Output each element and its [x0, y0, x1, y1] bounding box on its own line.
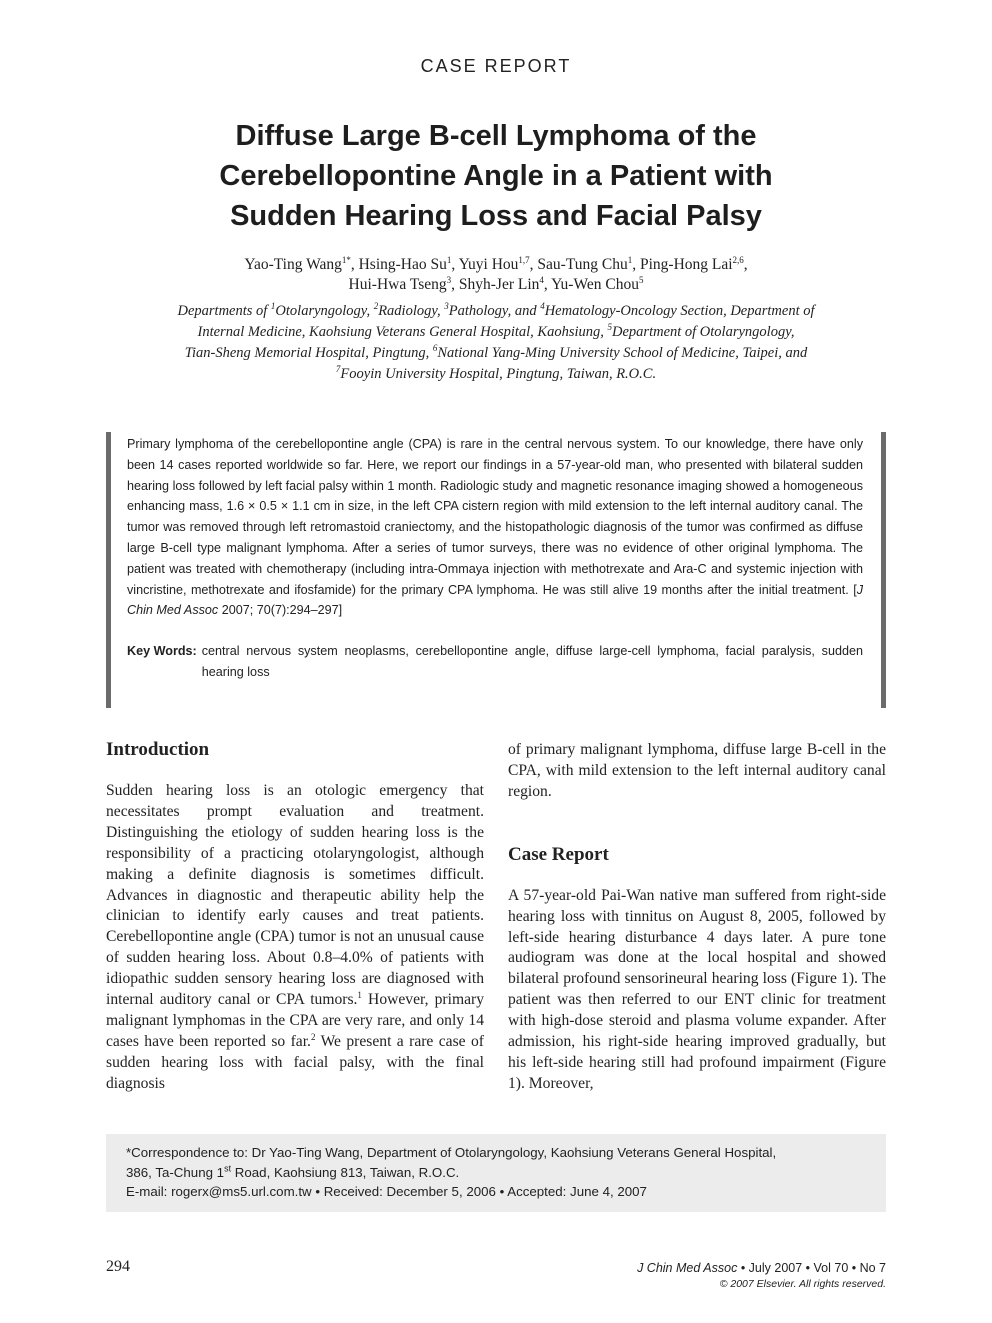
left-column	[106, 738, 484, 1095]
introduction-heading: Introduction	[106, 739, 210, 760]
page-number: 294	[106, 1258, 130, 1275]
keywords	[127, 641, 863, 683]
title-line: Cerebellopontine Angle in a Patient with	[219, 160, 773, 192]
section-label: CASE REPORT	[420, 56, 572, 76]
correspondence-email: E-mail: rogerx@ms5.url.com.tw • Received: December 5, 2006 • Accepted: June 4, 2007	[126, 1184, 647, 1199]
author: Hsing-Hao Su	[358, 256, 447, 273]
correspondence-line: *Correspondence to: Dr Yao-Ting Wang, Department of Otolaryngology, Kaohsiung Veterans General Hospital,	[126, 1145, 777, 1160]
article-title	[150, 116, 842, 236]
keywords-label: Key Words:	[127, 644, 197, 659]
case-report-heading: Case Report	[508, 843, 609, 865]
journal-info	[637, 1260, 886, 1292]
correspondence-line: 386, Ta-Chung 1st Road, Kaohsiung 813, Taiwan, R.O.C.	[126, 1163, 460, 1180]
abstract-text: Primary lymphoma of the cerebellopontine angle (CPA) is rare in the central nervous system. To our knowledge, there have only been 14 cases reported worldwide so far. Here, we report our findings in a 57-year-old man, who presented with bilateral sudden hearing loss followed by left facial palsy within 1 month. Radiologic study and magnetic resonance imaging showed a homogeneous enhancing mass, 1.6 × 0.5 × 1.1 cm in size, in the left CPA cistern region with mild extension to the left internal auditory canal. The tumor was removed through left retromastoid craniectomy, and the histopathologic diagnosis of the tumor was confirmed as diffuse large B-cell type malignant lymphoma. After a series of tumor surveys, there was no evidence of other original lymphoma. The patient was treated with chemotherapy (including intra-Ommaya injection with methotrexate and Ara-C and systemic injection with vincristine, methotrexate and ifosfamide) for the primary CPA lymphoma. He was still alive 19 months after the initial treatment. [J Chin Med Assoc 2007; 70(7):294–297]	[127, 437, 863, 618]
reference-link[interactable]: 2	[310, 1031, 316, 1042]
author: Yu-Wen Chou	[551, 276, 639, 293]
introduction-paragraph: Sudden hearing loss is an otologic emergency that necessitates prompt evaluation and treatment. Distinguishing the etiology of sudden hearing loss is the responsibility of a practicing otolaryngologist, although making a definite diagnosis is sometimes difficult. Advances in diagnostic and therapeutic ability help the clinician to identify early causes and treat patients. Cerebellopontine angle (CPA) tumor is not an unusual cause of sudden hearing loss. About 0.8–4.0% of patients with idiopathic sudden sensory hearing loss are diagnosed with internal auditory canal or CPA tumors.$^1$ However, primary malignant lymphomas in the CPA are very rare, and only 14 cases have been reported so far.$^2$ We present a rare case of sudden hearing loss with facial palsy, with the final diagnosis	[106, 782, 484, 1092]
affiliations: Departments of $^1$Otolaryngology, $^2$Radiology, $^3$Pathology, and $^4$Hematology-Oncology Section, Department of Internal Medicine, Kaohsiung Veterans General Hospital, Kaohsiung, $^5$Department of Otolaryngology, Tian-Sheng Memorial Hospital, Pingtung, $^6$National Yang-Ming University School of Medicine, Taipei, and $^7$Fooyin University Hospital, Pingtung, Taiwan, R.O.C.	[177, 301, 815, 382]
title-line: Sudden Hearing Loss and Facial Palsy	[230, 200, 762, 232]
right-column	[508, 740, 886, 1095]
author-list: Yao-Ting Wang$^{1*}$, Hsing-Hao Su$^1$, Yuyi Hou$^{1,7}$, Sau-Tung Chu$^1$, Ping-Hong Lai$^{2,6}$, Hui-Hwa Tseng$^3$, Shyh-Jer Lin$^4$, Yu-Wen Chou$^5$	[244, 254, 748, 293]
title-line: Diffuse Large B-cell Lymphoma of the	[235, 120, 757, 152]
journal-issue: • July 2007 • Vol 70 • No 7	[737, 1261, 886, 1275]
journal-name: J Chin Med Assoc	[637, 1261, 738, 1275]
keywords-text: central nervous system neoplasms, cerebellopontine angle, diffuse large-cell lymphoma, facial paralysis, sudden hearing loss	[201, 644, 863, 679]
reference-link[interactable]: 1	[357, 989, 362, 1000]
author: Yuyi Hou	[458, 256, 519, 273]
author: Hui-Hwa Tseng	[348, 276, 447, 293]
author: Yao-Ting Wang	[244, 256, 342, 273]
citation-journal: J Chin Med Assoc	[127, 582, 863, 618]
author: Ping-Hong Lai	[639, 256, 733, 273]
author: Sau-Tung Chu	[537, 256, 628, 273]
introduction-continued: of primary malignant lymphoma, diffuse large B-cell in the CPA, with mild extension to the left internal auditory canal region.	[508, 741, 886, 800]
correspondence-box	[106, 1134, 886, 1212]
abstract-box	[106, 432, 886, 708]
case-report-paragraph: A 57-year-old Pai-Wan native man suffered from right-side hearing loss with tinnitus on August 8, 2005, followed by left-side hearing disturbance 4 days later. A pure tone audiogram was done at the local hospital and showed bilateral profound sensorineural hearing loss (Figure 1). The patient was then referred to our ENT clinic for treatment with high-dose steroid and plasma volume expander. After admission, his right-side hearing improved gradually, but his left-side hearing still had profound impairment (Figure 1). Moreover,	[508, 886, 886, 1092]
author: Shyh-Jer Lin	[458, 276, 540, 293]
copyright: © 2007 Elsevier. All rights reserved.	[719, 1278, 886, 1290]
